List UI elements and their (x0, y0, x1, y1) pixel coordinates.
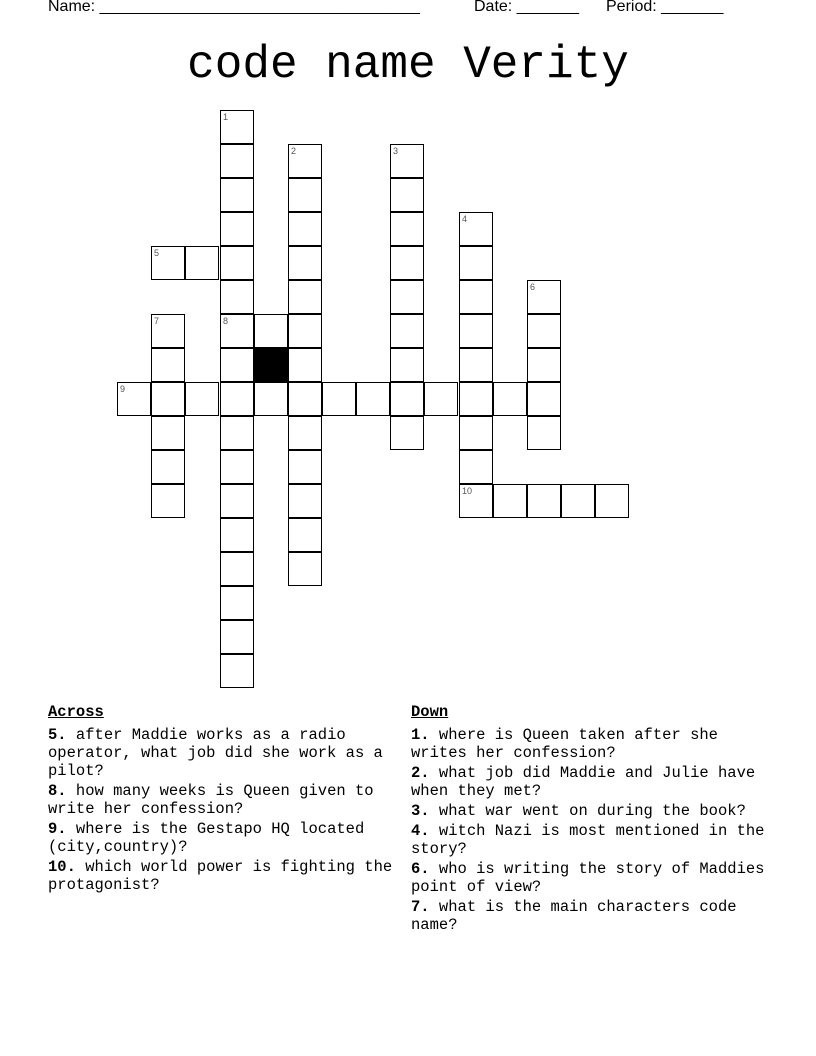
crossword-cell[interactable] (493, 484, 527, 518)
clue-across-9 (48, 820, 408, 856)
clue-text: where is the Gestapo HQ located (city,country)? (48, 820, 365, 856)
clue-text: what job did Maddie and Julie have when they met? (411, 764, 756, 800)
crossword-cell[interactable] (220, 382, 254, 416)
page-title: code name Verity (187, 39, 629, 91)
clue-number: 4. (411, 822, 430, 840)
across-heading: Across (48, 703, 104, 721)
crossword-cell[interactable] (595, 484, 629, 518)
clue-number: 7. (411, 898, 430, 916)
down-clue-list (411, 726, 771, 934)
crossword-cell[interactable] (459, 280, 493, 314)
crossword-cell[interactable] (390, 314, 424, 348)
crossword-cell[interactable] (288, 348, 322, 382)
down-heading: Down (411, 703, 449, 721)
clue-text: how many weeks is Queen given to write her confession? (48, 782, 374, 818)
clue-text: who is writing the story of Maddies point of view? (411, 860, 765, 896)
clue-down-4 (411, 822, 771, 858)
crossword-cell[interactable] (288, 382, 322, 416)
cell-number-3: 3 (393, 146, 399, 156)
down-clues (411, 703, 771, 936)
crossword-cell[interactable] (220, 552, 254, 586)
crossword-cell[interactable] (288, 212, 322, 246)
crossword-cell[interactable] (220, 518, 254, 552)
cell-number-8: 8 (223, 316, 229, 326)
crossword-cell[interactable] (151, 450, 185, 484)
clue-text: where is Queen taken after she writes her confession? (411, 726, 718, 762)
crossword-cell[interactable] (459, 314, 493, 348)
crossword-cell[interactable] (288, 552, 322, 586)
clue-number: 6. (411, 860, 430, 878)
crossword-cell[interactable] (151, 484, 185, 518)
crossword-cell[interactable] (493, 382, 527, 416)
crossword-cell[interactable] (185, 246, 219, 280)
crossword-cell[interactable] (390, 246, 424, 280)
crossword-cell[interactable] (220, 586, 254, 620)
crossword-cell[interactable] (220, 620, 254, 654)
crossword-cell[interactable] (390, 212, 424, 246)
clue-down-3 (411, 802, 771, 820)
crossword-cell[interactable] (561, 484, 595, 518)
crossword-cell[interactable] (288, 518, 322, 552)
crossword-block-cell (254, 348, 288, 382)
clue-down-6 (411, 860, 771, 896)
crossword-cell[interactable] (254, 382, 288, 416)
crossword-cell[interactable] (288, 314, 322, 348)
crossword-cell[interactable] (220, 178, 254, 212)
crossword-cell[interactable] (220, 654, 254, 688)
crossword-cell[interactable] (390, 348, 424, 382)
clue-number: 8. (48, 782, 67, 800)
clue-number: 1. (411, 726, 430, 744)
cell-number-7: 7 (154, 316, 160, 326)
crossword-cell[interactable] (220, 246, 254, 280)
crossword-cell[interactable] (288, 178, 322, 212)
clue-text: which world power is fighting the protagonist? (48, 858, 393, 894)
cell-number-4: 4 (462, 214, 468, 224)
crossword-cell[interactable] (151, 382, 185, 416)
crossword-cell[interactable] (288, 246, 322, 280)
crossword-cell[interactable] (151, 416, 185, 450)
crossword-cell[interactable] (185, 382, 219, 416)
clue-text: witch Nazi is most mentioned in the story? (411, 822, 765, 858)
clue-text: after Maddie works as a radio operator, what job did she work as a pilot? (48, 726, 383, 780)
crossword-cell[interactable] (527, 484, 561, 518)
cell-number-9: 9 (120, 384, 126, 394)
clue-number: 10. (48, 858, 76, 876)
period-field-label[interactable]: Period: _______ (606, 0, 724, 15)
clue-across-5 (48, 726, 408, 780)
across-clue-list (48, 726, 408, 894)
crossword-cell[interactable] (390, 382, 424, 416)
across-clues (48, 703, 408, 896)
clue-down-2 (411, 764, 771, 800)
crossword-cell[interactable] (220, 348, 254, 382)
clue-across-10 (48, 858, 408, 894)
crossword-cell[interactable] (288, 450, 322, 484)
clue-across-8 (48, 782, 408, 818)
crossword-cell[interactable] (288, 280, 322, 314)
clue-down-1 (411, 726, 771, 762)
date-field-label[interactable]: Date: _______ (474, 0, 579, 15)
clue-number: 5. (48, 726, 67, 744)
cell-number-6: 6 (530, 282, 536, 292)
clue-down-7 (411, 898, 771, 934)
crossword-cell[interactable] (527, 416, 561, 450)
clue-text: what war went on during the book? (438, 802, 746, 820)
crossword-cell[interactable] (390, 280, 424, 314)
crossword-cell[interactable] (390, 178, 424, 212)
crossword-cell[interactable] (459, 348, 493, 382)
crossword-cell[interactable] (220, 280, 254, 314)
crossword-cell[interactable] (356, 382, 390, 416)
crossword-cell[interactable] (288, 416, 322, 450)
crossword-cell[interactable] (220, 144, 254, 178)
crossword-cell[interactable] (459, 246, 493, 280)
name-field-label[interactable]: Name: ____________________________________ (48, 0, 420, 15)
clue-number: 3. (411, 802, 430, 820)
cell-number-5: 5 (154, 248, 160, 258)
crossword-cell[interactable] (220, 484, 254, 518)
cell-number-2: 2 (291, 146, 297, 156)
crossword-cell[interactable] (390, 416, 424, 450)
crossword-cell[interactable] (527, 348, 561, 382)
crossword-cell[interactable] (220, 450, 254, 484)
crossword-cell[interactable] (288, 484, 322, 518)
crossword-cell[interactable] (220, 416, 254, 450)
clue-number: 9. (48, 820, 67, 838)
clue-text: what is the main characters code name? (411, 898, 737, 934)
crossword-cell[interactable] (527, 314, 561, 348)
crossword-cell[interactable] (151, 348, 185, 382)
crossword-cell[interactable] (220, 212, 254, 246)
crossword-cell[interactable] (459, 382, 493, 416)
crossword-cell[interactable] (254, 314, 288, 348)
crossword-cell[interactable] (424, 382, 458, 416)
crossword-cell[interactable] (527, 382, 561, 416)
crossword-cell[interactable] (459, 450, 493, 484)
clue-number: 2. (411, 764, 430, 782)
cell-number-1: 1 (223, 112, 229, 122)
crossword-cell[interactable] (322, 382, 356, 416)
crossword-cell[interactable] (459, 416, 493, 450)
cell-number-10: 10 (462, 486, 473, 496)
